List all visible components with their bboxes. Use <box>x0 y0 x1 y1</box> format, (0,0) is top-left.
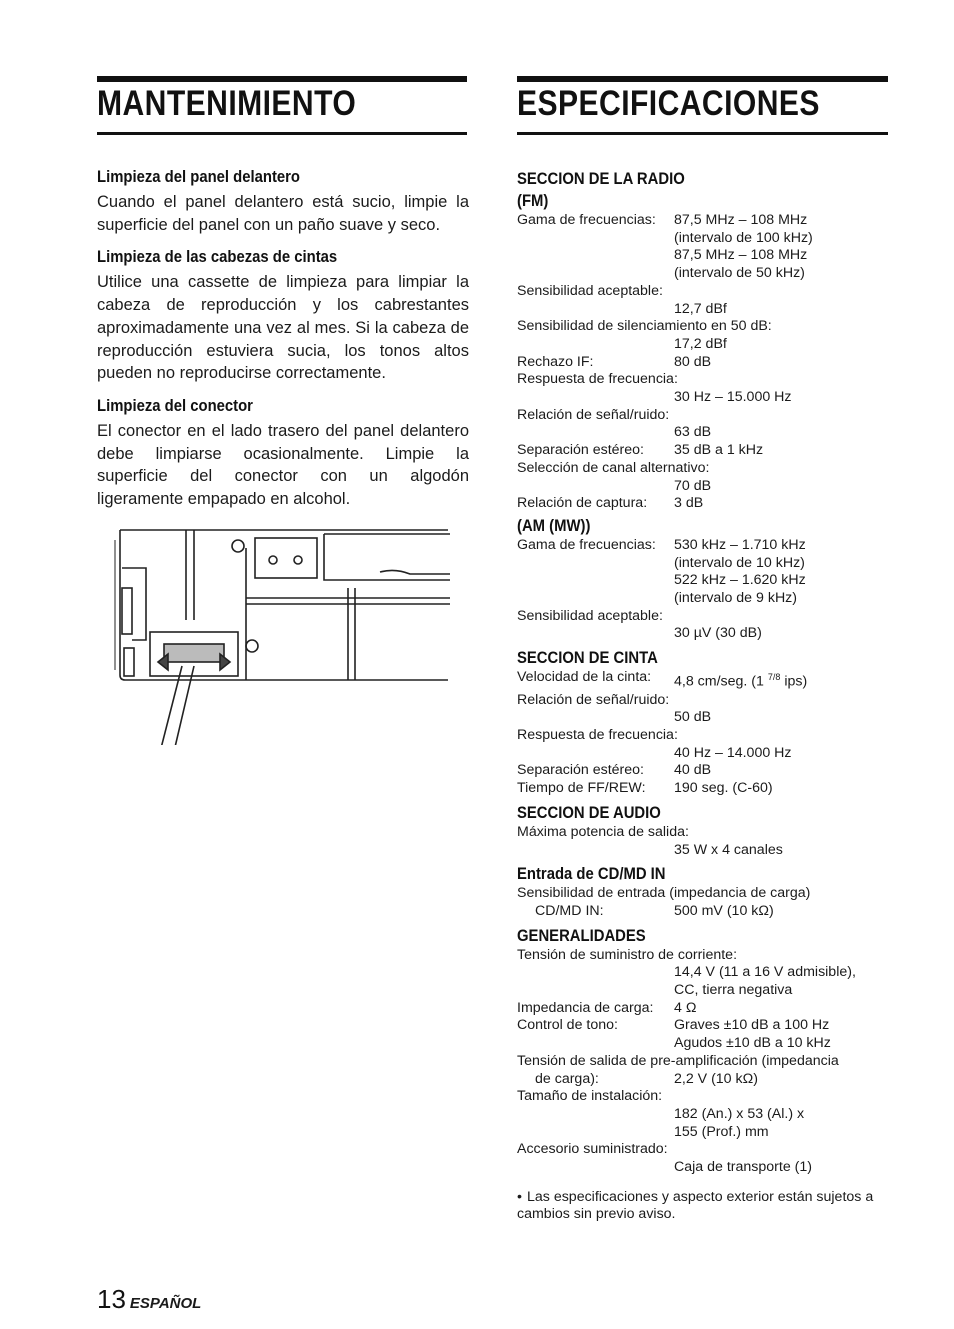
spec-label: Relación de señal/ruido: <box>517 691 670 708</box>
spec-value: (intervalo de 100 kHz) <box>674 229 813 246</box>
bullet-icon: • <box>517 1188 522 1205</box>
title-bottom-rule <box>517 132 888 135</box>
spec-label: Rechazo IF: <box>517 353 594 370</box>
page-number: 13 <box>97 1284 126 1314</box>
spec-value: Caja de transporte (1) <box>674 1159 813 1176</box>
spec-value: 87,5 MHz – 108 MHz <box>674 247 808 264</box>
spec-label: Máxima potencia de salida: <box>517 823 689 840</box>
maintenance-section <box>97 168 469 523</box>
spec-label: Sensibilidad de silenciamiento en 50 dB: <box>517 318 772 335</box>
spec-value: 70 dB <box>674 477 712 494</box>
spec-value: 2,2 V (10 kΩ) <box>674 1070 758 1087</box>
spec-label: Relación de captura: <box>517 495 648 512</box>
spec-value: CC, tierra negativa <box>674 982 793 999</box>
spec-value: 522 kHz – 1.620 kHz <box>674 572 806 589</box>
spec-value: 500 mV (10 kΩ) <box>674 902 774 919</box>
section-heading: Limpieza del panel delantero <box>97 168 301 186</box>
maintenance-title: MANTENIMIENTO <box>97 84 357 123</box>
spec-value: 40 Hz – 14.000 Hz <box>674 744 792 761</box>
spec-value <box>674 669 807 691</box>
specifications-title: ESPECIFICACIONES <box>517 84 820 123</box>
spec-label: Control de tono: <box>517 1017 618 1034</box>
spec-label: Respuesta de frecuencia: <box>517 727 678 744</box>
title-top-rule <box>517 76 888 82</box>
spec-label: Tensión de suministro de corriente: <box>517 946 738 963</box>
spec-heading: Entrada de CD/MD IN <box>517 865 666 884</box>
tape-speed-value: 4,8 cm/seg. (1 <box>674 673 764 690</box>
specifications-section <box>517 168 897 1224</box>
spec-label: Separación estéreo: <box>517 442 644 459</box>
spec-label: Tensión de salida de pre-amplificación (impedancia <box>517 1052 839 1069</box>
spec-heading: SECCION DE CINTA <box>517 649 658 668</box>
spec-value: (intervalo de 10 kHz) <box>674 554 805 571</box>
spec-value: (intervalo de 9 kHz) <box>674 590 798 607</box>
spec-value: 4 Ω <box>674 999 697 1016</box>
title-bottom-rule <box>97 132 467 135</box>
disclaimer-text: Las especificaciones y aspecto exterior están sujetos a cambios sin previo aviso. <box>517 1188 874 1223</box>
spec-value: 80 dB <box>674 353 712 370</box>
spec-value: 3 dB <box>674 495 704 512</box>
section-heading: Limpieza de las cabezas de cintas <box>97 248 338 267</box>
spec-label: Tiempo de FF/REW: <box>517 780 646 797</box>
spec-value: 63 dB <box>674 424 712 441</box>
spec-heading: SECCION DE LA RADIO <box>517 170 685 188</box>
spec-label: Respuesta de frecuencia: <box>517 371 678 388</box>
spec-label: Gama de frecuencias: <box>517 536 656 553</box>
spec-subheading: (AM (MW)) <box>517 516 591 535</box>
language-label: ESPAÑOL <box>129 1295 202 1312</box>
spec-value: 35 dB a 1 kHz <box>674 442 764 459</box>
section-heading: Limpieza del conector <box>97 396 253 415</box>
section-text: Utilice una cassette de limpieza para limpiar la cabeza de reproducción y los cabrestantes aproximadamente una vez al mes. Si la cabeza de reproducción estuviera sucia, los tonos altos pueden no reproducirse correctamente. <box>97 273 469 383</box>
spec-label: Sensibilidad aceptable: <box>517 607 663 624</box>
spec-label: Velocidad de la cinta: <box>517 669 652 686</box>
spec-subheading: (FM) <box>517 192 549 210</box>
spec-value: Agudos ±10 dB a 10 kHz <box>674 1035 831 1052</box>
spec-value: 12,7 dBf <box>674 300 727 317</box>
spec-label: Tamaño de instalación: <box>517 1088 663 1105</box>
tape-speed-unit: ips) <box>784 673 808 690</box>
spec-value: (intervalo de 50 kHz) <box>674 265 805 282</box>
tape-speed-fraction: 7/8 <box>767 672 781 683</box>
spec-label: CD/MD IN: <box>535 902 604 919</box>
spec-value: 17,2 dBf <box>674 335 727 352</box>
spec-value: 87,5 MHz – 108 MHz <box>674 212 808 228</box>
spec-value: 182 (An.) x 53 (Al.) x <box>674 1105 805 1122</box>
section-text: Cuando el panel delantero está sucio, limpie la superficie del panel con un paño suave y seco. <box>97 193 469 234</box>
spec-label: de carga): <box>535 1070 599 1087</box>
disclaimer-note <box>517 1189 897 1224</box>
spec-heading: SECCION DE AUDIO <box>517 803 661 822</box>
spec-value: 30 µV (30 dB) <box>674 625 762 642</box>
spec-value: 30 Hz – 15.000 Hz <box>674 389 792 406</box>
spec-value: 530 kHz – 1.710 kHz <box>674 536 806 553</box>
spec-label: Impedancia de carga: <box>517 999 654 1016</box>
spec-value: 50 dB <box>674 709 712 726</box>
spec-value: 40 dB <box>674 762 712 779</box>
spec-value: Graves ±10 dB a 100 Hz <box>674 1017 830 1034</box>
connector-cleaning-illustration <box>110 520 455 745</box>
section-text: El conector en el lado trasero del panel delantero debe limpiarse ocasionalmente. Limpie la superficie del conector con un algodón ligeramente empapado en alcohol. <box>97 421 469 509</box>
spec-label: Selección de canal alternativo: <box>517 459 710 476</box>
spec-value: 190 seg. (C-60) <box>674 780 773 797</box>
spec-value: 14,4 V (11 a 16 V admisible), <box>674 964 856 981</box>
spec-label: Gama de frecuencias: <box>517 212 656 228</box>
spec-label: Sensibilidad de entrada (impedancia de carga) <box>517 885 811 902</box>
spec-value: 155 (Prof.) mm <box>674 1123 769 1140</box>
page-footer <box>97 1284 201 1315</box>
spec-label: Sensibilidad aceptable: <box>517 282 663 299</box>
title-top-rule <box>97 76 467 82</box>
spec-value: 35 W x 4 canales <box>674 841 783 858</box>
spec-label: Accesorio suministrado: <box>517 1141 668 1158</box>
spec-label: Separación estéreo: <box>517 762 644 779</box>
spec-heading: GENERALIDADES <box>517 926 646 945</box>
spec-label: Relación de señal/ruido: <box>517 406 670 423</box>
